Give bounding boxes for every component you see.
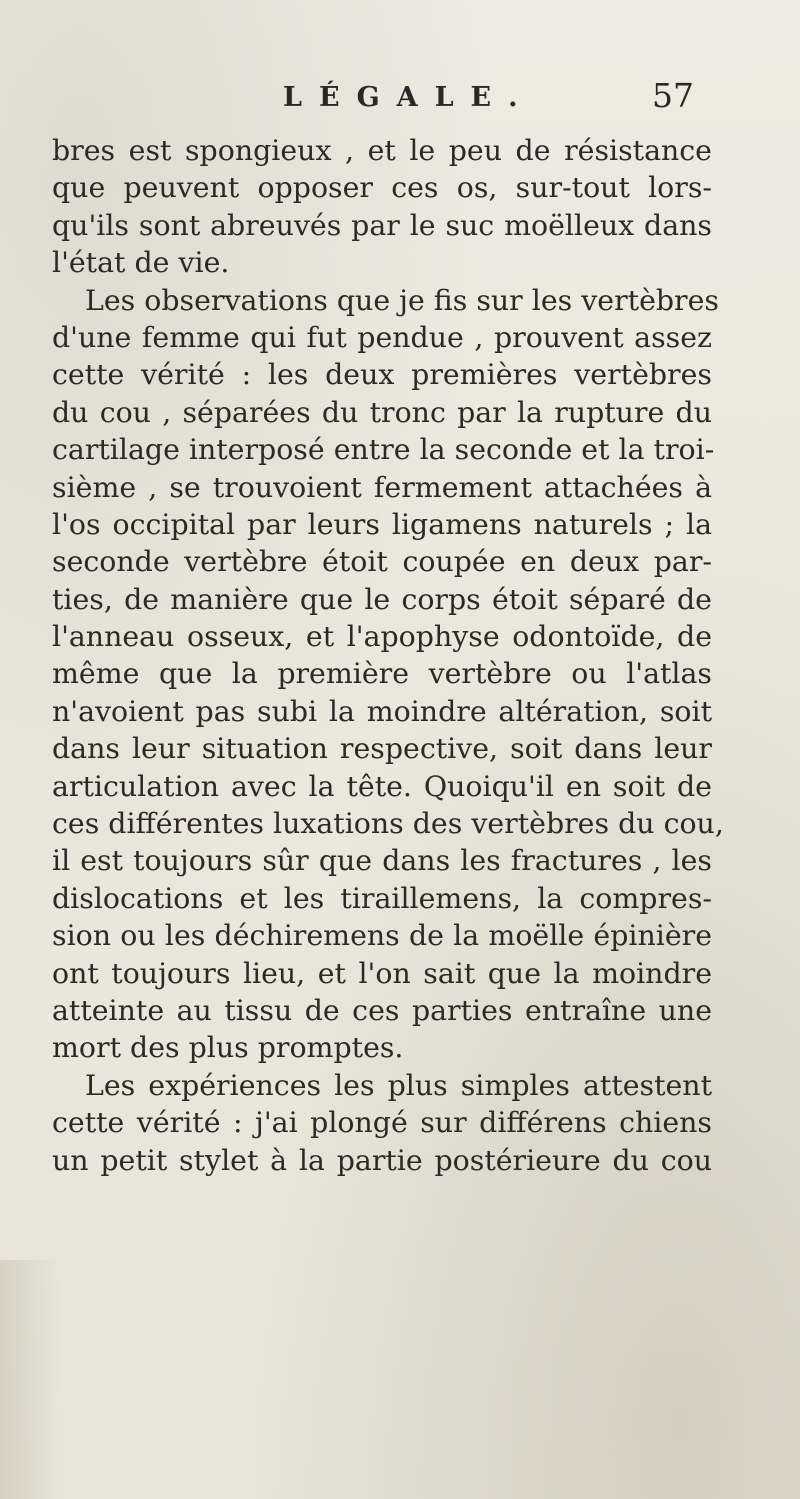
- text-line: Les observations que je fis sur les vertèbres: [85, 283, 719, 317]
- text-line: articulation avec la tête. Quoiqu'il en soit de: [52, 769, 712, 803]
- text-line: seconde vertèbre étoit coupée en deux par-: [52, 545, 712, 579]
- text-line: dans leur situation respective, soit dans leur: [52, 732, 712, 766]
- page-number: 57: [652, 76, 694, 115]
- page-stain: [0, 1260, 60, 1499]
- text-line: un petit stylet à la partie postérieure du cou: [52, 1143, 712, 1177]
- text-line: d'une femme qui fut pendue , prouvent assez: [52, 320, 712, 354]
- text-line: cette vérité : les deux premières vertèbres: [52, 358, 712, 392]
- running-title: LÉGALE.: [283, 82, 535, 113]
- text-line: que peuvent opposer ces os, sur-tout lors-: [52, 171, 712, 205]
- text-line: il est toujours sûr que dans les fractures , les: [52, 844, 712, 878]
- text-line: du cou , séparées du tronc par la rupture du: [52, 395, 712, 429]
- text-line: ces différentes luxations des vertèbres du cou,: [52, 807, 724, 841]
- running-head: [0, 76, 800, 126]
- text-line: dislocations et les tiraillemens, la compres-: [52, 881, 712, 915]
- text-line: mort des plus promptes.: [52, 1031, 404, 1065]
- text-line: même que la première vertèbre ou l'atlas: [52, 657, 712, 691]
- text-line: cette vérité : j'ai plongé sur différens chiens: [52, 1106, 712, 1140]
- text-line: ont toujours lieu, et l'on sait que la moindre: [52, 956, 712, 990]
- text-line: atteinte au tissu de ces parties entraîne une: [52, 993, 712, 1027]
- text-line: l'état de vie.: [52, 246, 230, 280]
- text-line: sième , se trouvoient fermement attachées à: [52, 470, 712, 504]
- text-line: bres est spongieux , et le peu de résistance: [52, 134, 712, 167]
- text-line: Les expériences les plus simples attestent: [85, 1068, 712, 1102]
- text-line: sion ou les déchiremens de la moëlle épinière: [52, 919, 712, 953]
- text-line: l'anneau osseux, et l'apophyse odontoïde, de: [52, 620, 712, 654]
- text-line: cartilage interposé entre la seconde et la troi-: [52, 433, 715, 467]
- text-line: l'os occipital par leurs ligamens naturels ; la: [52, 507, 712, 541]
- text-line: ties, de manière que le corps étoit séparé de: [52, 582, 712, 616]
- body-text: [52, 132, 724, 1179]
- text-line: qu'ils sont abreuvés par le suc moëlleux dans: [52, 208, 712, 242]
- text-line: n'avoient pas subi la moindre altération, soit: [52, 694, 712, 728]
